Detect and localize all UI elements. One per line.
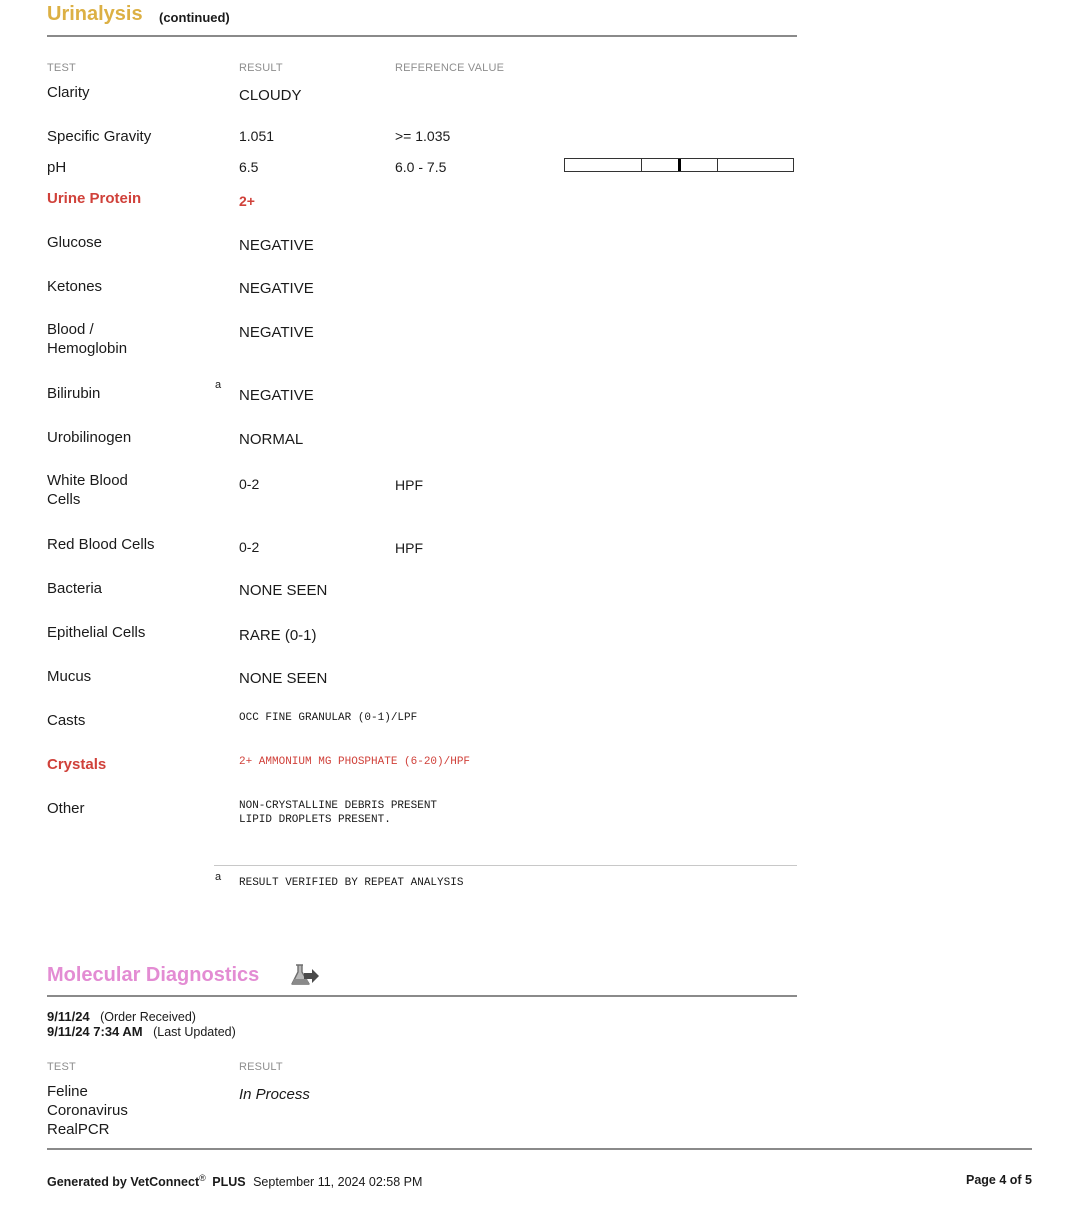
last-updated — [47, 1023, 236, 1041]
test-name: Specific Gravity — [47, 128, 152, 145]
test-result: 1.051 — [239, 128, 275, 144]
column-header-test: TEST — [47, 1061, 76, 1073]
footnote-text: RESULT VERIFIED BY REPEAT ANALYSIS — [239, 877, 464, 889]
footnote-flag: a — [215, 871, 222, 883]
test-name: Bilirubin — [47, 385, 101, 402]
test-result-abnormal: 2+ — [239, 193, 255, 209]
test-name: Feline Coronavirus RealPCR — [47, 1083, 128, 1138]
footnote-divider — [214, 865, 797, 866]
column-header-reference: REFERENCE VALUE — [395, 62, 505, 74]
flask-arrow-icon[interactable] — [290, 962, 320, 988]
molecular-section-title: Molecular Diagnostics — [47, 964, 260, 986]
section-divider — [47, 995, 797, 997]
test-name: Bacteria — [47, 580, 103, 597]
range-tick — [641, 159, 642, 171]
order-received-date: 9/11/24 — [47, 1009, 90, 1024]
test-name: Glucose — [47, 234, 103, 251]
section-divider — [47, 35, 797, 37]
range-marker — [678, 159, 681, 171]
reference-value: 6.0 - 7.5 — [395, 159, 447, 175]
column-header-result: RESULT — [239, 62, 283, 74]
test-result: NONE SEEN — [239, 670, 328, 687]
test-name: Mucus — [47, 668, 92, 685]
generated-by-label: Generated by VetConnect — [47, 1175, 200, 1190]
test-result: In Process — [239, 1086, 310, 1103]
range-tick — [717, 159, 718, 171]
registered-mark: ® — [199, 1173, 206, 1183]
test-name: Blood / Hemoglobin — [47, 321, 128, 357]
test-name: Epithelial Cells — [47, 624, 146, 641]
test-result: OCC FINE GRANULAR (0-1)/LPF — [239, 712, 418, 724]
column-header-test: TEST — [47, 62, 76, 74]
test-name: Clarity — [47, 84, 90, 101]
test-result: NON-CRYSTALLINE DEBRIS PRESENT LIPID DROPLETS PRESENT. — [239, 800, 438, 826]
last-updated-label: (Last Updated) — [153, 1025, 236, 1039]
test-name-abnormal: Urine Protein — [47, 190, 142, 207]
test-name-abnormal: Crystals — [47, 756, 107, 773]
plus-label: PLUS — [212, 1175, 246, 1190]
test-result: RARE (0-1) — [239, 627, 317, 644]
reference-value: HPF — [395, 540, 423, 556]
test-name: Ketones — [47, 278, 103, 295]
generated-by — [47, 1173, 422, 1189]
test-result: NEGATIVE — [239, 237, 314, 254]
test-result: 0-2 — [239, 476, 260, 492]
test-result: 6.5 — [239, 159, 259, 175]
test-name: Other — [47, 800, 85, 817]
reference-range-bar — [564, 158, 794, 172]
column-header-result: RESULT — [239, 1061, 283, 1073]
test-result-abnormal: 2+ AMMONIUM MG PHOSPHATE (6-20)/HPF — [239, 756, 471, 768]
reference-value: >= 1.035 — [395, 128, 451, 144]
test-name: Red Blood Cells — [47, 536, 155, 553]
continued-label: (continued) — [159, 10, 230, 25]
reference-value: HPF — [395, 477, 423, 493]
test-name: White Blood Cells — [47, 472, 128, 508]
test-name: Urobilinogen — [47, 429, 132, 446]
last-updated-date: 9/11/24 7:34 AM — [47, 1024, 143, 1039]
test-result: NEGATIVE — [239, 280, 314, 297]
footnote-flag: a — [215, 379, 222, 391]
test-result: 0-2 — [239, 539, 260, 555]
test-result: NEGATIVE — [239, 324, 314, 341]
test-result: NORMAL — [239, 431, 304, 448]
test-name: Casts — [47, 712, 86, 729]
test-name: pH — [47, 159, 67, 176]
order-received-label: (Order Received) — [100, 1010, 196, 1024]
test-result: NONE SEEN — [239, 582, 328, 599]
test-result: NEGATIVE — [239, 387, 314, 404]
page-number: Page 4 of 5 — [966, 1173, 1032, 1187]
test-result: CLOUDY — [239, 87, 302, 104]
generated-timestamp: September 11, 2024 02:58 PM — [253, 1175, 423, 1190]
urinalysis-section-title: Urinalysis — [47, 3, 143, 25]
footer-divider — [47, 1148, 1032, 1150]
